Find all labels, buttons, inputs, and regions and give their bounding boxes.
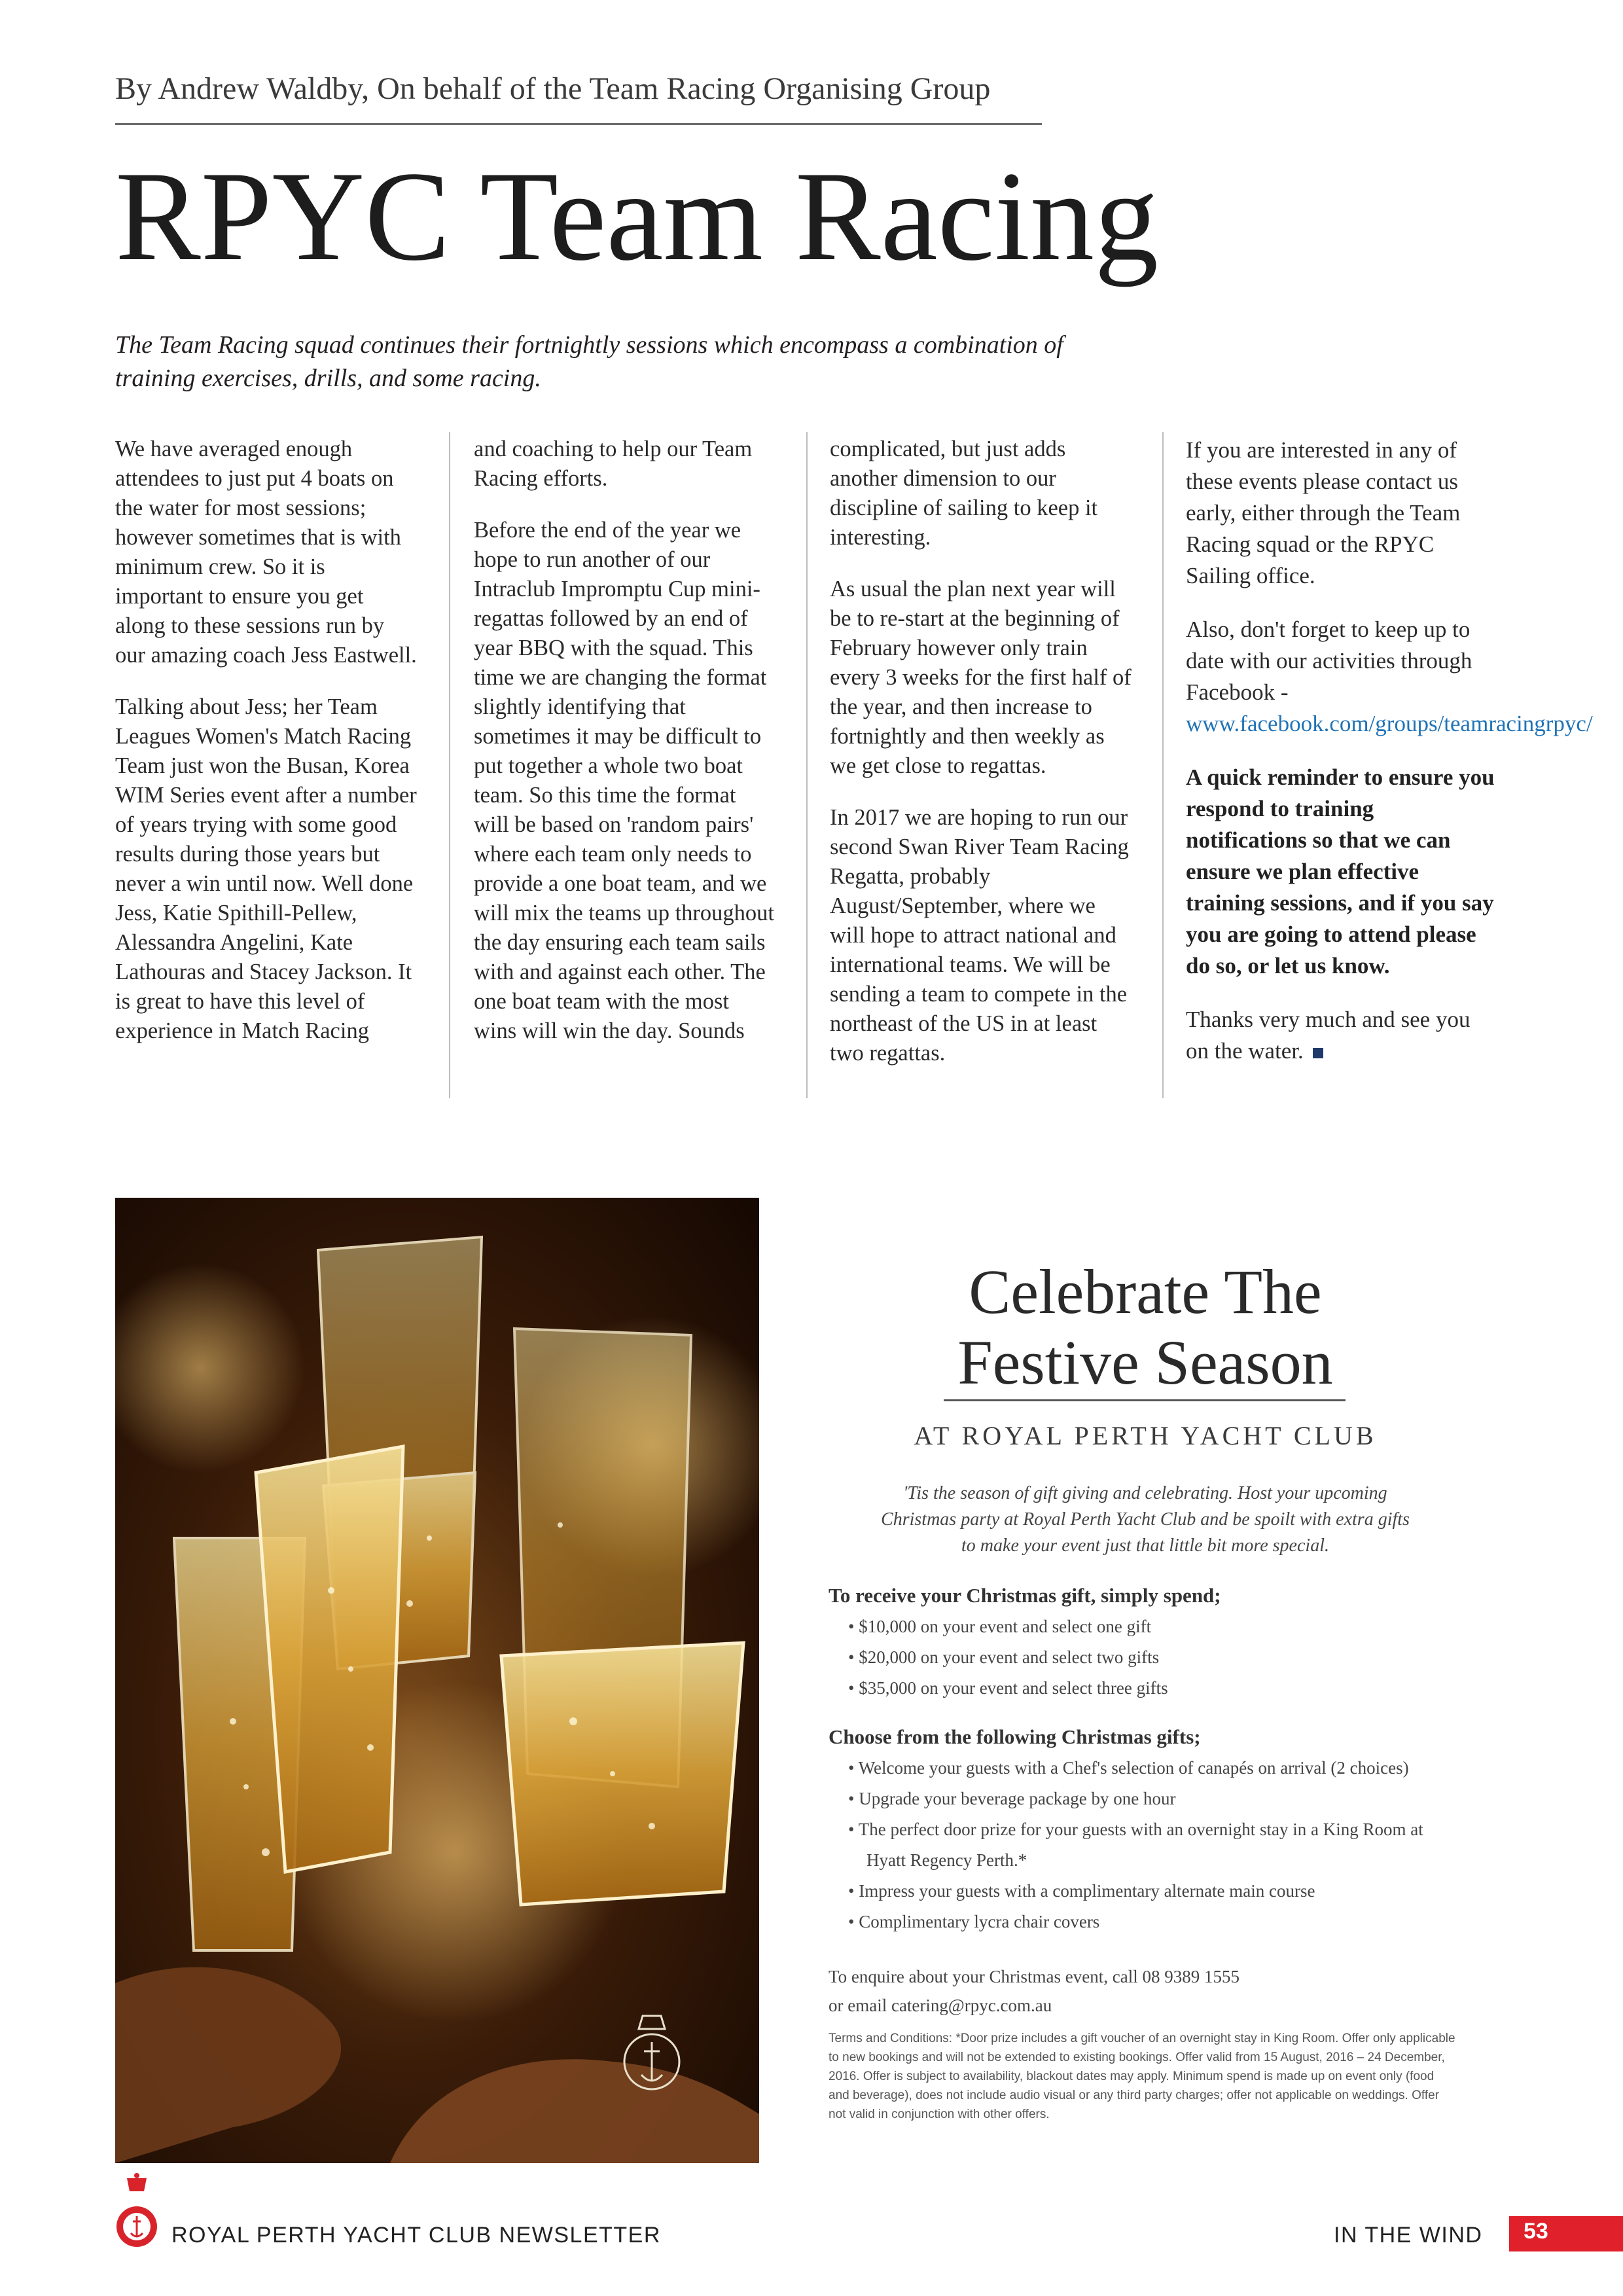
article-column-4 <box>1186 435 1593 1089</box>
training-reminder: A quick reminder to ensure you respond to training notifications so that we can ensure we plan effective training sessions, and if you say you are going to attend please do so, or let us know. <box>1186 764 1495 978</box>
advert-contact <box>829 1962 1483 2020</box>
gifts-list <box>848 1753 1450 1937</box>
page-number: 53 <box>1524 2219 1548 2244</box>
sign-off: Thanks very much and see you on the water. <box>1186 1007 1471 1064</box>
paragraph: If you are interested in any of these events please contact us early, either through the Team Racing squad or the RPYC Sailing office. <box>1186 437 1461 588</box>
article-title: RPYC Team Racing <box>115 145 1159 287</box>
paragraph: In 2017 we are hoping to run our second Swan River Team Racing Regatta, probably August/September, where we will hope to attract national and international teams. We will be sending a team to compete in the northeast of the US in at least two regattas. <box>830 805 1129 1066</box>
gift-item: • Welcome your guests with a Chef's selection of canapés on arrival (2 choices) <box>848 1753 1450 1784</box>
contact-phone: To enquire about your Christmas event, call 08 9389 1555 <box>829 1967 1240 1986</box>
paragraph <box>1186 614 1593 740</box>
champagne-photo <box>115 1198 759 2163</box>
advert-lead-line: Christmas party at Royal Perth Yacht Club and be spoilt with extra gifts <box>881 1509 1410 1530</box>
gift-item: • Complimentary lycra chair covers <box>848 1907 1450 1937</box>
paragraph <box>1186 1004 1496 1067</box>
intro-line-2: training exercises, drills, and some racing. <box>115 365 541 393</box>
gift-item: • Upgrade your beverage package by one hour <box>848 1784 1450 1814</box>
paragraph: and coaching to help our Team Racing efforts. <box>474 437 753 491</box>
spend-list <box>848 1611 1483 1704</box>
spend-item: • $20,000 on your event and select two gifts <box>848 1642 1483 1673</box>
article-column-1 <box>115 435 418 1068</box>
gifts-heading: Choose from the following Christmas gifts; <box>829 1725 1201 1748</box>
facebook-text: Also, don't forget to keep up to date with our activities through Facebook - <box>1186 617 1472 705</box>
terms-and-conditions: Terms and Conditions: *Door prize includes a gift voucher of an overnight stay in King Room. Offer only applicable to new bookings and will not be extended to existing bookings. Offer valid from 15 August, 2016 – 24 December, 2016. Offer is subject to availability, blackout dates may apply. Minimum spend is made up on event only (food and beverage), does not include audio visual or any third party charges; offer not applicable on weddings. Offer not valid in conjunction with other offers. <box>829 2032 1455 2121</box>
advert-title-line-2: Festive Season <box>957 1327 1333 1397</box>
gifts-section <box>829 1725 1457 1937</box>
contact-email: or email catering@rpyc.com.au <box>829 1996 1052 2015</box>
glass-front-right <box>501 1643 743 1905</box>
advert-title-divider <box>944 1399 1346 1401</box>
column-divider <box>806 432 808 1098</box>
spend-heading: To receive your Christmas gift, simply spend; <box>829 1584 1221 1607</box>
hand-left <box>115 1967 341 2163</box>
footer-newsletter: ROYAL PERTH YACHT CLUB NEWSLETTER <box>171 2223 661 2248</box>
spend-item: • $10,000 on your event and select one gift <box>848 1611 1483 1642</box>
facebook-link[interactable]: www.facebook.com/groups/teamracingrpyc/ <box>1186 711 1593 736</box>
byline: By Andrew Waldby, On behalf of the Team Racing Organising Group <box>115 71 991 106</box>
advert-title-line-1: Celebrate The <box>969 1257 1322 1327</box>
club-logo-icon <box>115 2173 158 2258</box>
paragraph: complicated, but just adds another dimension to our discipline of sailing to keep it interesting. <box>830 437 1098 550</box>
paragraph: As usual the plan next year will be to re-start at the beginning of February however only train every 3 weeks for the first half of the year, and then increase to fortnightly and then weekly as we get close to regattas. <box>830 577 1132 778</box>
intro-line-1: The Team Racing squad continues their fortnightly sessions which encompass a combination of <box>115 331 1063 359</box>
gift-item: • The perfect door prize for your guests with an overnight stay in a King Room at Hyatt Regency Perth.* <box>848 1814 1450 1876</box>
paragraph: Talking about Jess; her Team Leagues Women's Match Racing Team just won the Busan, Korea WIM Series event after a number of years trying with some good results during those years but never a win until now. Well done Jess, Katie Spithill-Pellew, Alessandra Angelini, Kate Lathouras and Stacey Jackson. It is great to have this level of experience in Match Racing <box>115 694 417 1043</box>
column-divider <box>449 432 450 1098</box>
footer-section: IN THE WIND <box>1334 2223 1483 2248</box>
hand-right <box>390 2059 759 2163</box>
advert-lead-line: to make your event just that little bit more special. <box>961 1535 1329 1556</box>
article-column-3 <box>830 435 1132 1090</box>
advert-lead-line: 'Tis the season of gift giving and celebrating. Host your upcoming <box>903 1483 1387 1503</box>
advert-title <box>818 1257 1472 1398</box>
end-mark-icon <box>1313 1048 1323 1058</box>
paragraph: We have averaged enough attendees to just put 4 boats on the water for most sessions; however sometimes that is with minimum crew. So it is important to ensure you get along to these sessions run by our amazing coach Jess Eastwell. <box>115 437 417 668</box>
spend-item: • $35,000 on your event and select three gifts <box>848 1673 1483 1704</box>
article-intro <box>115 329 1110 396</box>
champagne-glasses-illustration <box>115 1198 759 2163</box>
spend-section <box>829 1584 1483 1704</box>
article-column-2 <box>474 435 776 1068</box>
gift-item: • Impress your guests with a complimentary alternate main course <box>848 1876 1450 1907</box>
advert-subtitle: AT ROYAL PERTH YACHT CLUB <box>914 1421 1377 1450</box>
paragraph: Before the end of the year we hope to run another of our Intraclub Impromptu Cup mini-regattas followed by an end of year BBQ with the squad. This time we are changing the format slightly identifying that sometimes it may be difficult to put together a whole two boat team. So this time the format will be based on 'random pairs' where each team only needs to provide a one boat team, and we will mix the teams up throughout the day ensuring each team sails with and against each other. The one boat team with the most wins will win the day. Sounds <box>474 518 774 1043</box>
byline-divider <box>115 123 1042 125</box>
column-divider <box>1162 432 1164 1098</box>
advert-lead <box>851 1480 1440 1559</box>
